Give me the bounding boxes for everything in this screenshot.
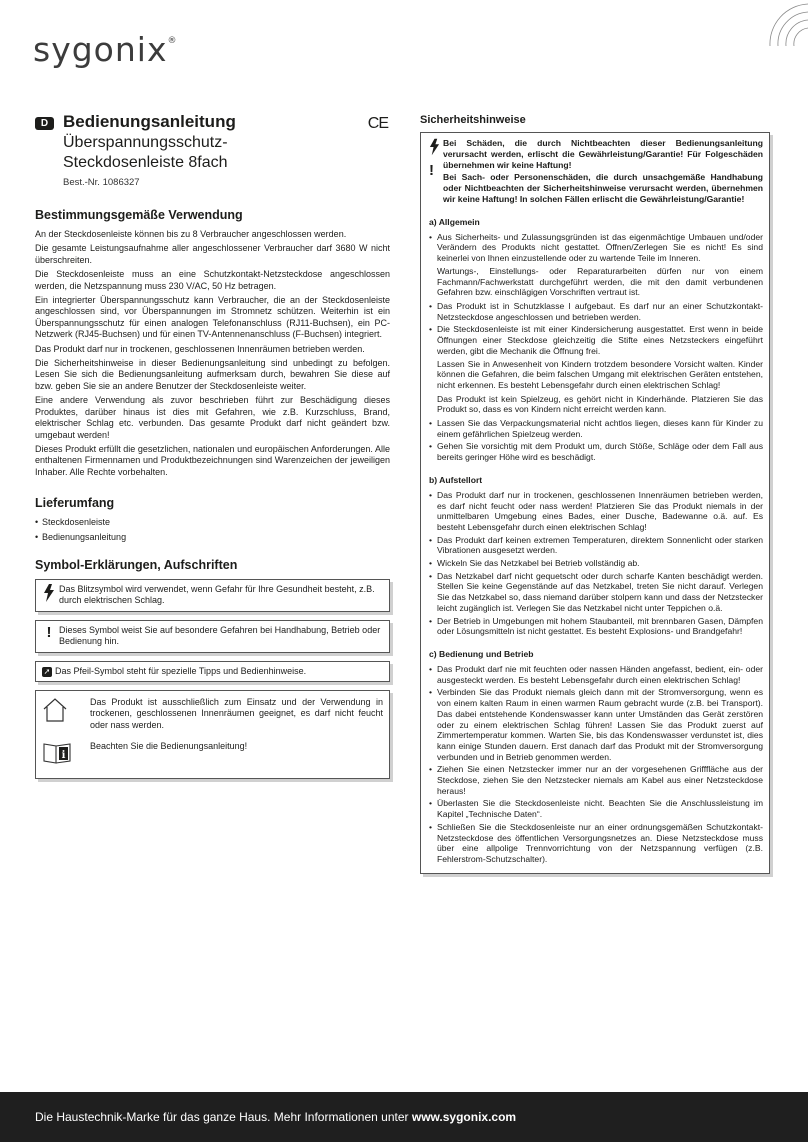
list-item: • Das Produkt ist in Schutzklasse I aufgebaut. Es darf nur an einer Schutzkontakt-Netzsteckdose angeschlossen und betrieben werden. (429, 301, 763, 322)
list-item: • Gehen Sie vorsichtig mit dem Produkt um, durch Stöße, Schläge oder dem Fall aus bereits geringer Höhe wird es beschädigt. (429, 441, 763, 462)
language-badge: D (35, 117, 54, 130)
scope-heading: Lieferumfang (35, 496, 115, 511)
exclamation-icon: ! (46, 623, 52, 641)
warning-box (429, 138, 763, 205)
lightning-icon (429, 138, 440, 156)
arrow-icon: ➚ (43, 666, 51, 676)
paragraph: Die Steckdosenleiste muss an eine Schutzkontakt-Netzsteckdose angeschlossen werden, die Netzspannung muss 230 V/AC, 50 Hz betragen. (35, 269, 390, 291)
list-item: • Überlasten Sie die Steckdosenleiste nicht. Beachten Sie die Anschlussleistung im Kapitel „Technische Daten“. (429, 798, 763, 819)
list-item: • Das Netzkabel darf nicht gequetscht oder durch scharfe Kanten beschädigt werden. Stellen Sie keine Gegenstände auf das Netzkabel, treten Sie nicht darauf. Verlegen Sie das Netzkabel so, dass niemand darüber stolpern kann und dass der Netzstecker leicht zugänglich ist. Verlegen Sie das Netzkabel nicht unter Teppichen o.ä. (429, 571, 763, 614)
warning-text: Bei Sach- oder Personenschäden, die durch unsachgemäße Handhabung oder Nichtbeachten der Sicherheitshinweise verursacht werden, übernehmen wir keine Haftung! In solchen Fällen erlischt die Gewährleistung/Garantie! (443, 172, 763, 204)
product-name-line2: Steckdosenleiste 8fach (63, 154, 228, 171)
house-icon (42, 697, 68, 723)
section-c-heading: c) Bedienung und Betrieb (429, 648, 534, 659)
svg-text:i: i (61, 750, 66, 762)
manual-info-icon (42, 741, 72, 765)
symbol-description: Das Blitzsymbol wird verwendet, wenn Gefahr für Ihre Gesundheit besteht, z.B. durch elektrischen Schlag. (59, 583, 375, 606)
document-title: Bedienungsanleitung (63, 112, 236, 131)
paragraph: Die gesamte Leistungsaufnahme aller angeschlossener Verbraucher darf 3680 W nicht überschreiten. (35, 243, 390, 265)
order-number: Best.-Nr. 1086327 (63, 177, 140, 188)
ce-mark-icon: CE (367, 115, 388, 132)
list-item: • Ziehen Sie einen Netzstecker immer nur an der vorgesehenen Grifffläche aus der Steckdose, ziehen Sie den Netzstecker niemals am Kabel aus einer Netzsteckdose heraus! (429, 764, 763, 796)
lightning-icon (42, 584, 56, 606)
paragraph: Eine andere Verwendung als zuvor beschrieben führt zur Beschädigung dieses Produktes, darüber hinaus ist dies mit Gefahren, wie z.B. Kurzschluss, Brand, elektrischer Schlag etc. verbunden. Das gesamte Produkt darf nicht geändert bzw. umgebaut werden! (35, 395, 390, 440)
list-item: • Der Betrieb in Umgebungen mit hohem Staubanteil, mit brennbaren Gasen, Dämpfen oder Lösungsmitteln ist nicht gestattet. Es besteht Explosions- und Brandgefahr! (429, 616, 763, 637)
right-column (420, 114, 770, 874)
symbols-heading: Symbol-Erklärungen, Aufschriften (35, 557, 238, 572)
safety-frame (420, 132, 770, 874)
paragraph: Ein integrierter Überspannungsschutz kann Verbraucher, die an der Steckdosenleiste angeschlossen sind, vor Überspannungen im Stromnetz schützen. Weiterhin ist ein Überspannungsschutz für einen analogen Telefonanschluss (RJ11-Buchsen), ein PC-Netzwerk (RJ45-Buchsen) und für einen TV-Antennenanschluss (F-Buchsen) integriert. (35, 295, 390, 340)
list-item: • Das Produkt darf nie mit feuchten oder nassen Händen angefasst, bedient, ein- oder ausgesteckt werden. Es besteht Lebensgefahr durch einen elektrischen Schlag! (429, 664, 763, 685)
corner-decoration (748, 0, 808, 70)
brand-logo: sygonix® (33, 30, 178, 69)
paragraph: Lassen Sie in Anwesenheit von Kindern trotzdem besondere Vorsicht walten. Kinder können die Gefahren, die beim falschen Umgang mit elektrischen Geräten entstehen, nicht erkennen. Es besteht Lebensgefahr durch einen elektrischen Schlag! (437, 358, 763, 390)
symbol-box-arrow (35, 661, 390, 682)
footer-bar (0, 1092, 808, 1142)
section-a-heading: a) Allgemein (429, 216, 480, 227)
intended-use-heading: Bestimmungsgemäße Verwendung (35, 208, 243, 222)
footer-link[interactable]: www.sygonix.com (411, 1110, 517, 1124)
section-a-list (429, 232, 763, 264)
list-item: • Steckdosenleiste (35, 517, 390, 528)
footer-text: Die Haustechnik-Marke für das ganze Haus. Mehr Informationen unter (35, 1110, 412, 1124)
exclamation-icon: ! (429, 162, 434, 179)
symbol-description: Beachten Sie die Bedienungsanleitung! (90, 741, 248, 752)
list-item: • Die Steckdosenleiste ist mit einer Kindersicherung ausgestattet. Erst wenn in beide Öffnungen einer Steckdose gleichzeitig die Stifte eines Netzsteckers eingeführt werden, gibt die Mechanik die Öffnung frei. (429, 324, 763, 356)
list-item: • Aus Sicherheits- und Zulassungsgründen ist das eigenmächtige Umbauen und/oder Verändern des Produkts nicht gestattet. Öffnen/Zerlegen Sie es nicht! Es sind keinerlei von Ihnen einzustellende oder zu wartende Teile im Inneren. (429, 232, 763, 264)
list-item: • Das Produkt darf nur in trockenen, geschlossenen Innenräumen betrieben werden, es darf nicht feucht oder nass werden! Platzieren Sie das Produkt niemals in der unmittelbaren Umgebung eines Bades, einer Dusche, Badewanne o.ä. auf. Es besteht Lebensgefahr durch einen elektrischen Schlag! (429, 490, 763, 533)
symbol-description: Das Pfeil-Symbol steht für spezielle Tipps und Bedienhinweise. (55, 665, 307, 676)
manual-row (42, 741, 383, 770)
symbol-box-exclamation (35, 620, 390, 653)
warning-text: Bei Schäden, die durch Nichtbeachten dieser Bedienungsanleitung verursacht werden, erlischt die Gewährleistung/Garantie! Für Folgeschäden übernehmen wir keine Haftung! (443, 138, 763, 170)
section-b-list (429, 490, 763, 637)
paragraph: Die Sicherheitshinweise in dieser Bedienungsanleitung sind unbedingt zu befolgen. Lesen Sie sich die Bedienungsanleitung aufmerksam durch, bewahren Sie diese auf bzw. geben Sie sie an andere Benutzer der Steckdosenleiste weiter. (35, 358, 390, 391)
symbol-box-indoor (35, 690, 390, 779)
paragraph: Das Produkt ist kein Spielzeug, es gehört nicht in Kinderhände. Platzieren Sie das Produkt so, dass es von Kindern nicht erreicht werden kann. (437, 393, 763, 415)
symbol-box-lightning (35, 579, 390, 612)
left-column (35, 112, 390, 779)
list-item: • Schließen Sie die Steckdosenleiste nur an einer ordnungsgemäßen Schutzkontakt-Netzsteckdose des öffentlichen Versorgungsnetzes an. Diese Netzsteckdose muss über eine allpolige Trennvorrichtung von der Netzspannung verfügen (z.B. Fehlerstrom-Schutzschalter). (429, 822, 763, 865)
paragraph: Wartungs-, Einstellungs- oder Reparaturarbeiten dürfen nur von einem Fachmann/Fachwerkstatt durchgeführt werden, die mit den damit verbundenen Gefahren bzw. einschlägigen Vorschriften vertraut ist. (437, 265, 763, 298)
list-item: • Das Produkt darf keinen extremen Temperaturen, direktem Sonnenlicht oder starken Vibrationen ausgesetzt werden. (429, 535, 763, 556)
safety-heading: Sicherheitshinweise (420, 114, 526, 126)
section-b-heading: b) Aufstellort (429, 474, 483, 485)
scope-list (35, 517, 390, 543)
paragraph: Dieses Produkt erfüllt die gesetzlichen, nationalen und europäischen Anforderungen. Alle enthaltenen Firmennamen und Produktbezeichnungen sind Warenzeichen der jeweiligen Inhaber. Alle Rechte vorbehalten. (35, 443, 390, 477)
symbol-description: Das Produkt ist ausschließlich zum Einsatz und der Verwendung in trockenen, geschlossenen Innenräumen geeignet, es darf nicht feucht oder nass werden. (90, 696, 383, 730)
title-row (35, 112, 390, 133)
list-item: • Bedienungsanleitung (35, 532, 390, 543)
paragraph: Das Produkt darf nur in trockenen, geschlossenen Innenräumen betrieben werden. (35, 343, 365, 354)
indoor-row (42, 697, 383, 731)
paragraph: An der Steckdosenleiste können bis zu 8 Verbraucher angeschlossen werden. (35, 229, 347, 239)
section-c-list (429, 664, 763, 865)
list-item: • Lassen Sie das Verpackungsmaterial nicht achtlos liegen, dieses kann für Kinder zu einem gefährlichen Spielzeug werden. (429, 418, 763, 439)
list-item: • Wickeln Sie das Netzkabel bei Betrieb vollständig ab. (429, 558, 763, 569)
product-name-line1: Überspannungsschutz- (63, 134, 228, 151)
list-item: • Verbinden Sie das Produkt niemals gleich dann mit der Stromversorgung, wenn es von einem kalten Raum in einen warmen Raum gebracht wurde (z.B. bei Transport). Das dabei entstehende Kondenswasser kann unter Umständen das Gerät zerstören oder zu einem elektrischen Schlag führen! Lassen Sie das Produkt zuerst auf Zimmertemperatur kommen. Warten Sie, bis das Kondenswasser verdunstet ist, dies kann einige Stunden dauern. Erst danach darf das Produkt mit der Stromversorgung verbunden und in Betrieb genommen werden. (429, 687, 763, 762)
symbol-description: Dieses Symbol weist Sie auf besondere Gefahren bei Handhabung, Betrieb oder Bedienung hin. (59, 624, 381, 647)
